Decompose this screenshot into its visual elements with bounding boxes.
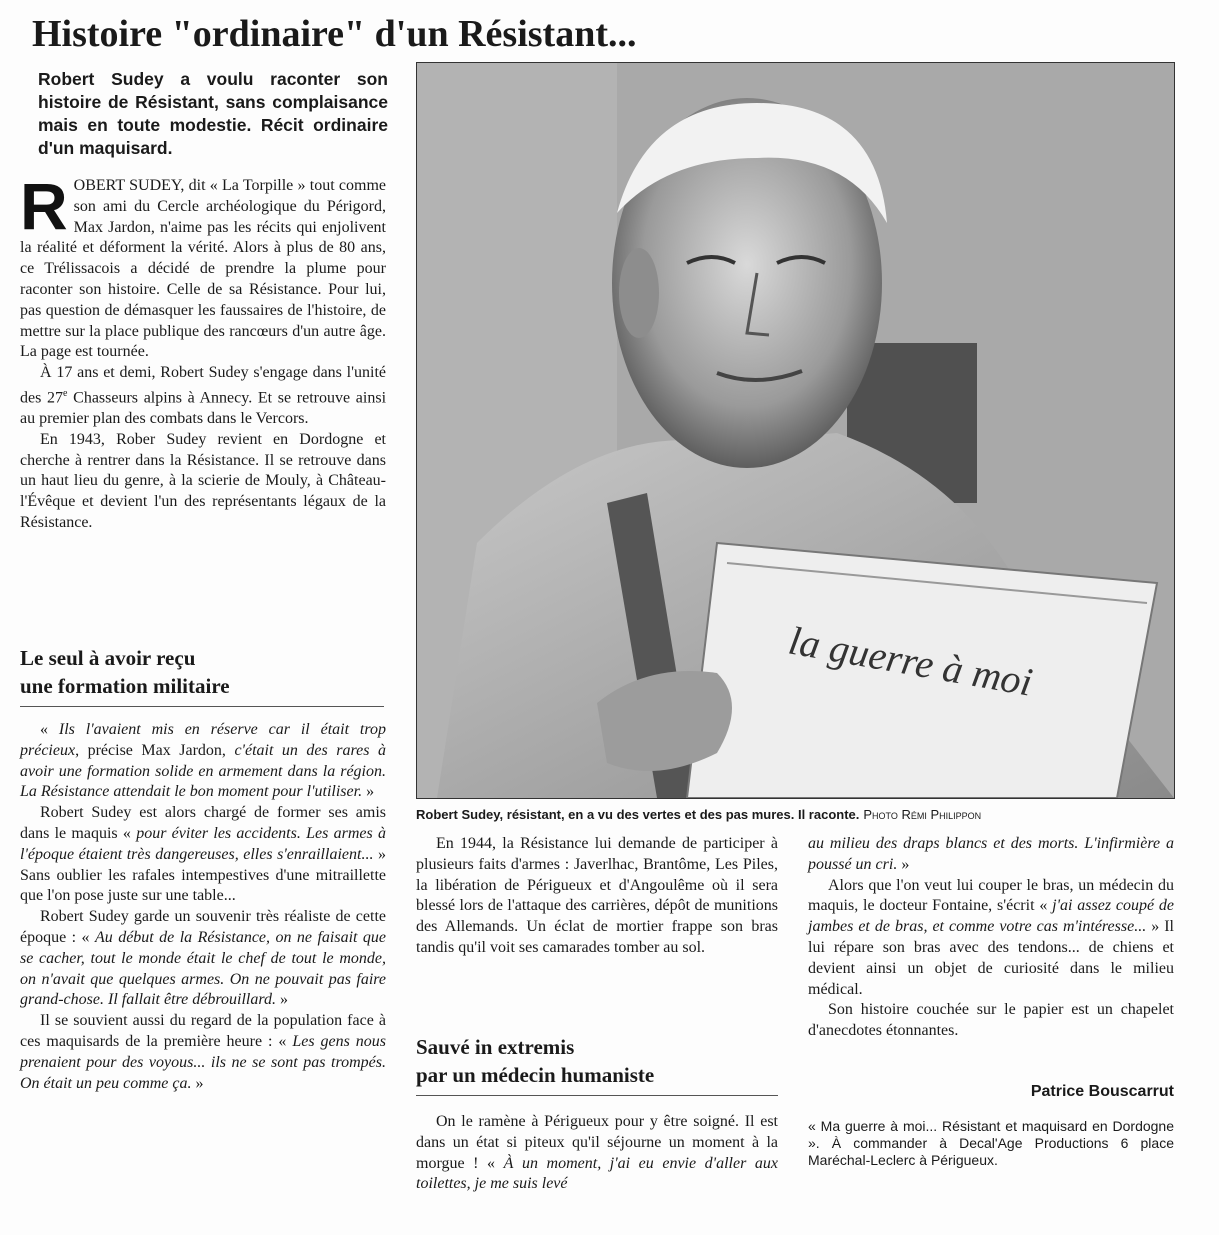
quote-text: À un moment, j'ai eu envie d'aller aux toilettes, je me suis levé [416, 1154, 778, 1193]
subhead-line-1: Sauvé in extremis [416, 1035, 575, 1059]
intro-paragraph-3: En 1943, Rober Sudey revient en Dordogne et cherche à rentrer dans la Résistance. Il se retrouve dans un haut lieu du genre, à la scierie de Mouly, à Château-l'Évêque et devient l'un des représentants légaux de la Résistance. [20, 430, 386, 532]
paragraph-souvenir [20, 907, 386, 1011]
subhead-medecin-humaniste [416, 1033, 778, 1096]
intro-paragraph-2 [20, 363, 386, 430]
body-text: » Il lui répare son bras avec des tendons... de chiens et devient ainsi un objet de curiosité dans le milieu médical. [808, 918, 1175, 998]
body-text: On le ramène à Périgueux pour y être soigné. Il est dans un état si piteux qu'il séjourne un moment à la morgue ! « [416, 1113, 778, 1172]
intro-column [20, 169, 387, 534]
drop-cap: R [20, 169, 68, 243]
subhead-line-2: par un médecin humaniste [416, 1063, 655, 1087]
paragraph-regard-population [20, 1011, 386, 1094]
body-text: Robert Sudey est alors chargé de former ses amis dans le maquis « [20, 804, 386, 842]
quote-mark: » [191, 1074, 204, 1092]
body-text: Robert Sudey garde un souvenir très réaliste de cette époque : « [20, 908, 386, 946]
paragraph-morgue [416, 1112, 778, 1195]
section-medecin-column [808, 834, 1174, 1042]
subhead-line-1: Le seul à avoir reçu [20, 646, 196, 670]
paragraph-morgue-continued: au milieu des draps blancs et des morts. L'infirmière a poussé un cri. » [808, 835, 1174, 873]
intro-text-2b: Chasseurs alpins à Annecy. Et se retrouve ainsi au premier plan des combats dans le Vercors. [20, 389, 387, 428]
paragraph-docteur-fontaine [808, 876, 1174, 1001]
quote-continuation: au milieu des draps blancs et des morts. L'infirmière a poussé un cri. [808, 835, 1174, 873]
section-morgue-column [416, 1112, 778, 1195]
portrait-photo [416, 62, 1175, 799]
quote-text: Au début de la Résistance, on ne faisait que se cacher, tout le monde était le chef de tout le monde, on n'avait que quelques armes. On ne pouvait pas faire grand-chose. Il fallait être débrouillard. [20, 928, 387, 1009]
quote-text: Ils l'avaient mis en réserve car il était trop précieux [20, 721, 387, 759]
quote-mark: » [362, 783, 375, 801]
portrait-illustration [417, 63, 1174, 798]
intro-text-2a: À 17 ans et demi, Robert Sudey s'engage dans l'unité des 27 [20, 364, 386, 407]
article-headline: Histoire "ordinaire" d'un Résistant... [32, 13, 637, 55]
article-lede: Robert Sudey a voulu raconter son histoire de Résistant, sans complaisance mais en toute modestie. Récit ordinaire d'un maquisard. [38, 69, 388, 158]
author-signature: Patrice Bouscarrut [1030, 1083, 1174, 1100]
caption-text: Robert Sudey, résistant, en a vu des vertes et des pas mures. Il raconte. [416, 807, 860, 822]
intro-paragraph-1 [20, 169, 386, 363]
quote-mark: » [275, 991, 288, 1009]
body-text: Il se souvient aussi du regard de la population face à ces maquisards de la première heure : « [20, 1012, 386, 1050]
paragraph-former-amis [20, 803, 386, 907]
quote-text: pour éviter les accidents. Les armes à l'époque étaient très dangereuses, elles s'enraillaient... [20, 824, 386, 863]
quote-text: c'était un des rares à avoir une formation solide en armement dans la région. La Résistance attendait le bon moment pour l'utiliser. [20, 741, 386, 801]
photo-caption [416, 806, 1176, 824]
subhead-formation-militaire [20, 644, 384, 707]
attribution-text: , précise Max Jardon, [75, 741, 235, 759]
book-cover-text: la guerre à moi [785, 617, 1036, 705]
photo-credit: Photo Rémi Philippon [863, 807, 982, 822]
quote-text: Les gens nous prenaient pour des voyous... ils ne se sont pas trompés. On était un peu comme ça. [20, 1032, 387, 1092]
quote-text: j'ai assez coupé de jambes et de bras, et comme votre cas m'intéresse... [808, 897, 1174, 936]
book-reference: « Ma guerre à moi... Résistant et maquisard en Dordogne ». À commander à Decal'Age Productions 6 place Maréchal-Leclerc à Périgueux. [808, 1118, 1174, 1168]
quote-mark: « [40, 721, 59, 738]
body-text: Alors que l'on veut lui couper le bras, un médecin du maquis, le docteur Fontaine, s'écrit « [808, 876, 1174, 915]
quote-paragraph-1 [20, 720, 386, 803]
body-text: » Sans oublier les rafales intempestives d'une mitraillette que l'on pose juste sur une table... [20, 845, 386, 905]
section-formation-column [20, 720, 386, 1094]
ordinal-suffix: e [63, 387, 68, 399]
paragraph-faits-armes: En 1944, la Résistance lui demande de participer à plusieurs faits d'armes : Javerlhac, Brantôme, Les Piles, la libération de Périgueux et d'Angoulême où il sera blessé lors de l'attaque des carrières, dépôt de munitions des Allemands. Un éclat de mortier frappe son bras tandis qu'il voit ses camarades tomber au sol. [416, 835, 778, 956]
intro-text-1: OBERT SUDEY, dit « La Torpille » tout comme son ami du Cercle archéologique du Périgord, Max Jardon, n'aime pas les récits qui enjolivent la réalité et déforment la vérité. Alors à plus de 80 ans, ce Trélissacois a décidé de prendre la plume pour raconter son histoire. Celle de sa Résistance. Pour lui, pas question de démasquer les faussaires de l'histoire, de mettre sur la place publique des rancœurs d'un autre âge. La page est tournée. [20, 177, 386, 361]
paragraph-chapelet: Son histoire couchée sur le papier est un chapelet d'anecdotes étonnantes. [808, 1001, 1174, 1040]
section-faits-armes-column [416, 834, 778, 959]
subhead-line-2: une formation militaire [20, 674, 230, 698]
